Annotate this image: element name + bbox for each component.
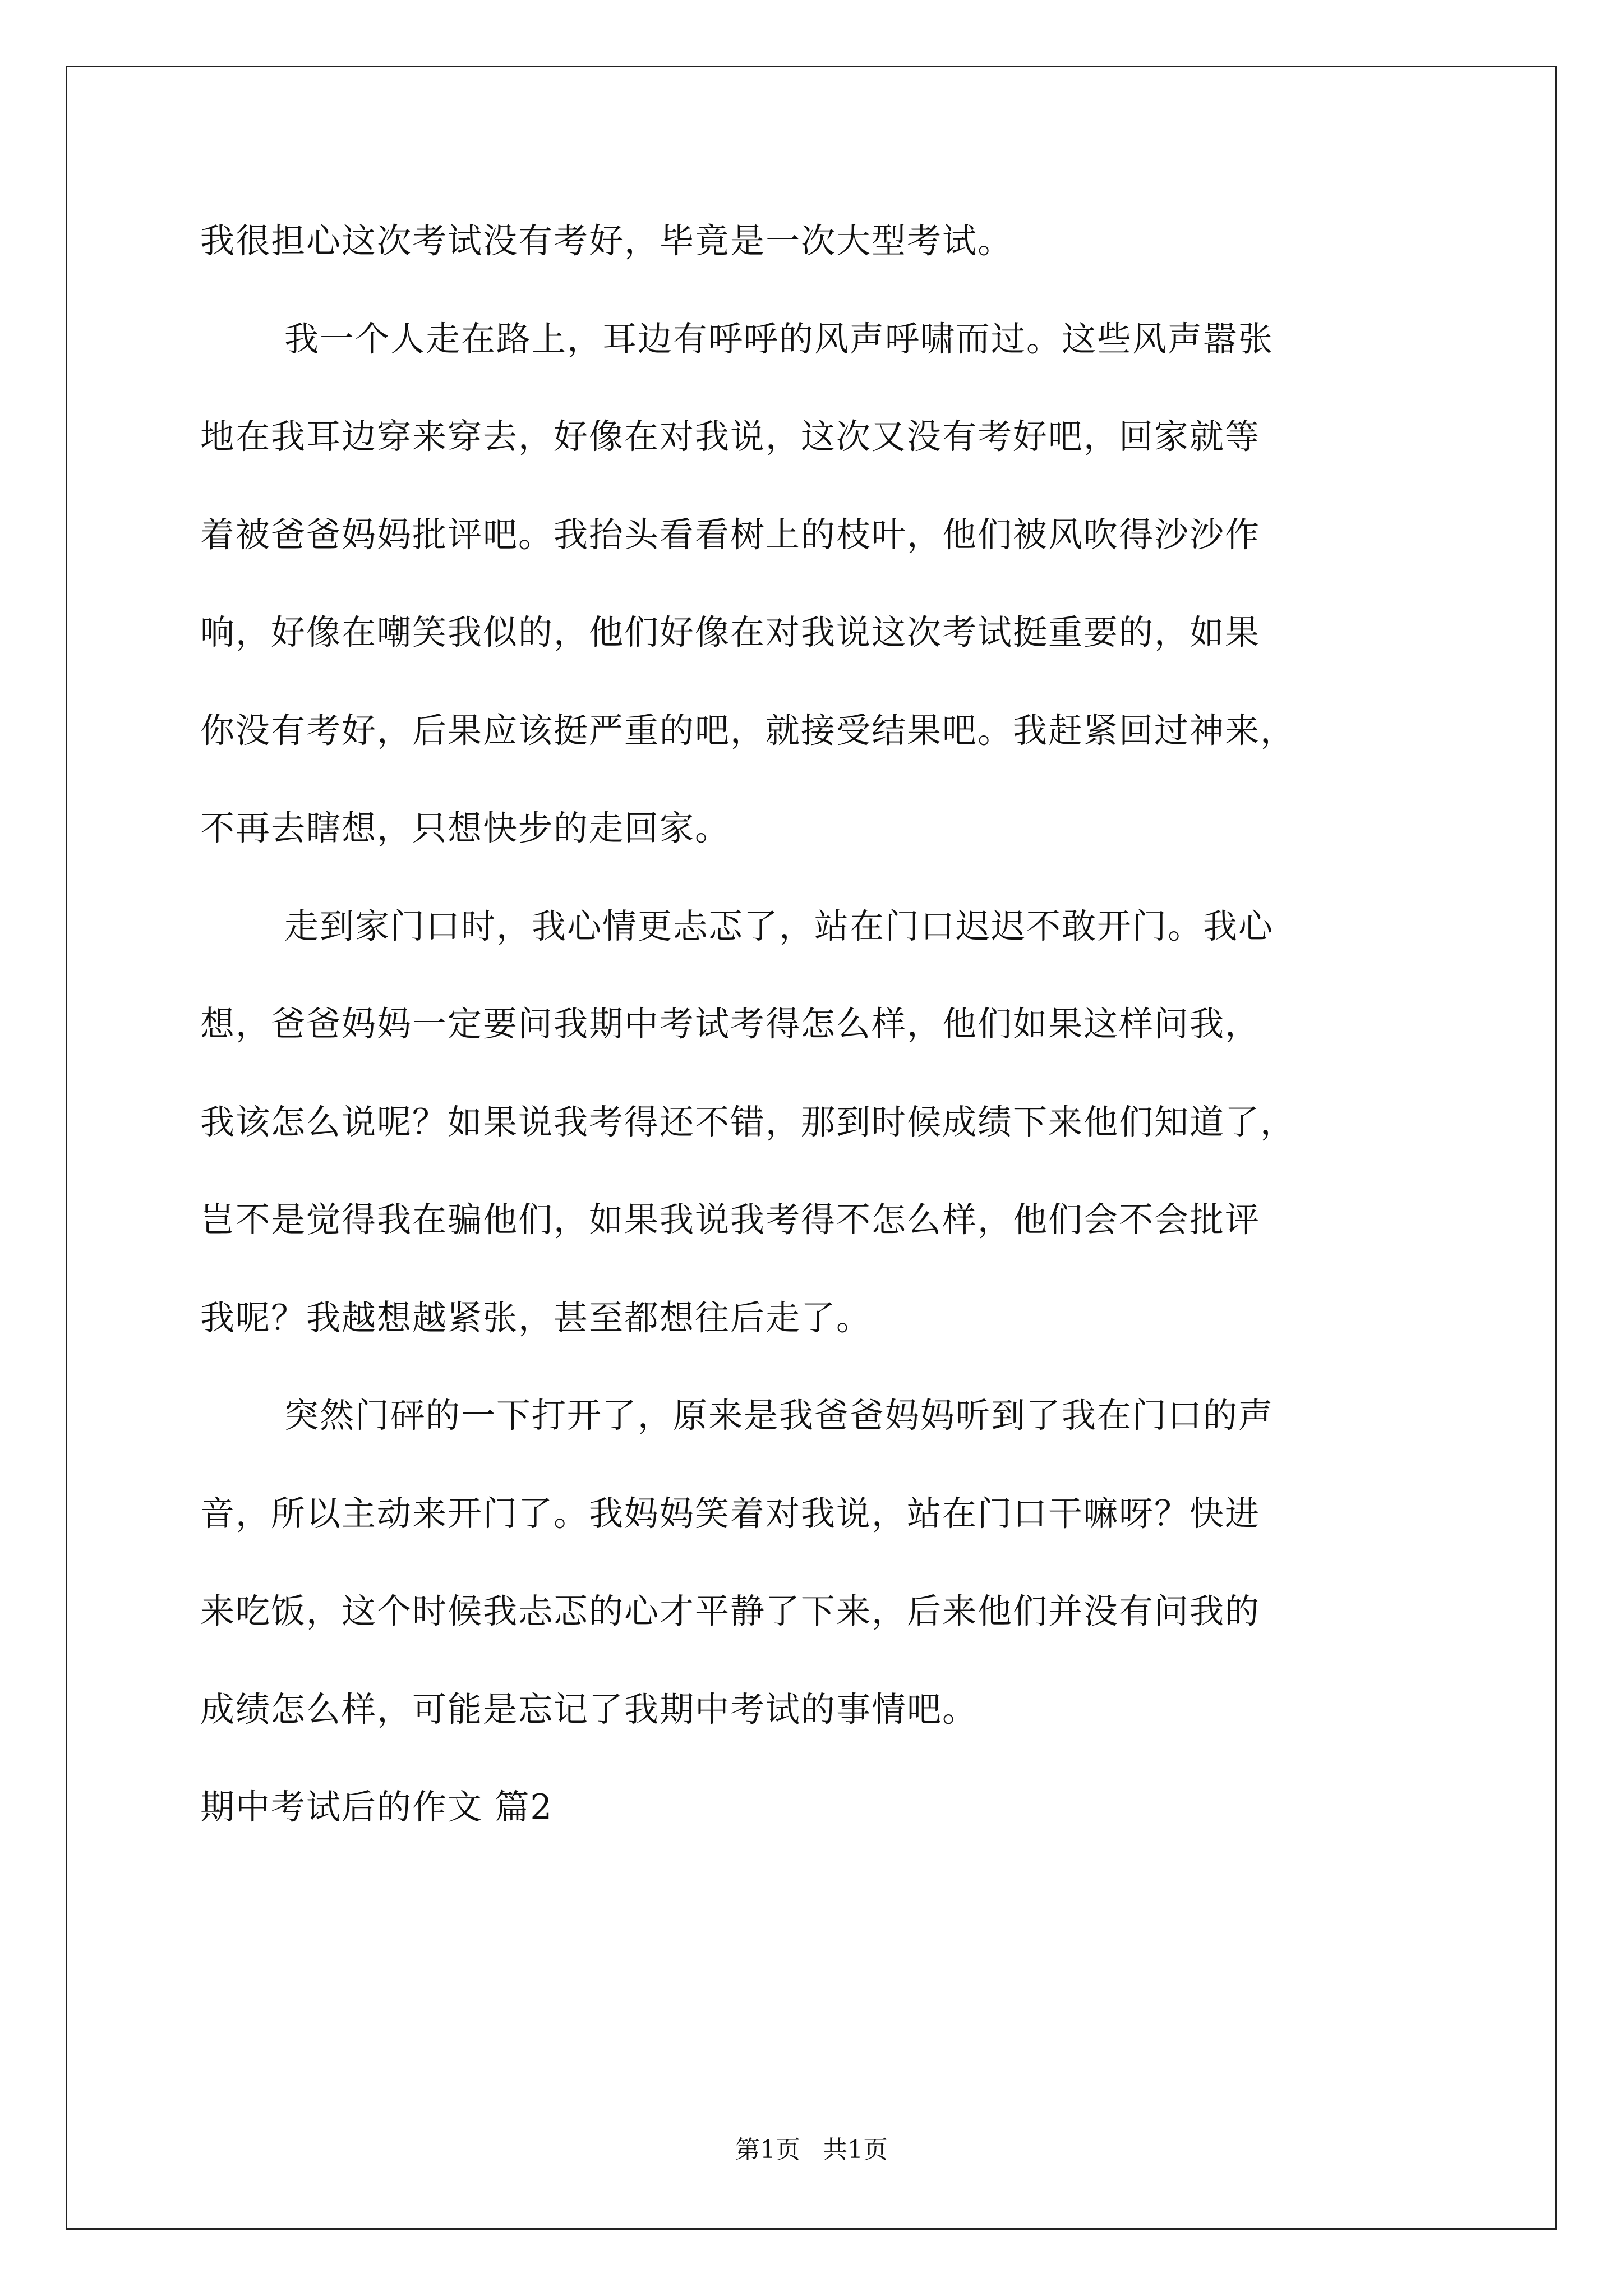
text-line: 突然门砰的一下打开了，原来是我爸爸妈妈听到了我在门口的声: [284, 1396, 1274, 1435]
text-line: 我该怎么说呢？如果说我考得还不错，那到时候成绩下来他们知道了，: [200, 1102, 1296, 1142]
text-line: 音，所以主动来开门了。我妈妈笑着对我说，站在门口干嘛呀？快进: [200, 1494, 1261, 1534]
text-line: 我很担心这次考试没有考好，毕竟是一次大型考试。: [200, 221, 1013, 261]
page-footer: [0, 2134, 1623, 2166]
text-line: 地在我耳边穿来穿去，好像在对我说，这次又没有考好吧，回家就等: [200, 417, 1261, 457]
text-line: 走到家门口时，我心情更忐忑了，站在门口迟迟不敢开门。我心: [284, 907, 1274, 946]
text-line: 成绩怎么样，可能是忘记了我期中考试的事情吧。: [200, 1690, 978, 1729]
page-number: 第1页: [735, 2136, 800, 2164]
text-line: 来吃饭，这个时候我忐忑的心才平静了下来，后来他们并没有问我的: [200, 1591, 1261, 1631]
text-line: 岂不是觉得我在骗他们，如果我说我考得不怎么样，他们会不会批评: [200, 1200, 1261, 1240]
text-line: 我一个人走在路上，耳边有呼呼的风声呼啸而过。这些风声嚣张: [284, 319, 1274, 359]
text-line: 我呢？我越想越紧张，甚至都想往后走了。: [200, 1298, 872, 1338]
text-line: 响，好像在嘲笑我似的，他们好像在对我说这次考试挺重要的，如果: [200, 613, 1261, 652]
section-heading: 期中考试后的作文 篇2: [200, 1787, 554, 1827]
text-line: 你没有考好，后果应该挺严重的吧，就接受结果吧。我赶紧回过神来，: [200, 711, 1296, 751]
page-border: [66, 66, 1557, 2230]
text-line: 不再去瞎想，只想快步的走回家。: [200, 808, 731, 848]
text-line: 着被爸爸妈妈批评吧。我抬头看看树上的枝叶，他们被风吹得沙沙作: [200, 515, 1261, 555]
text-line: 想，爸爸妈妈一定要问我期中考试考得怎么样，他们如果这样问我，: [200, 1004, 1261, 1044]
page-total: 共1页: [823, 2136, 888, 2164]
